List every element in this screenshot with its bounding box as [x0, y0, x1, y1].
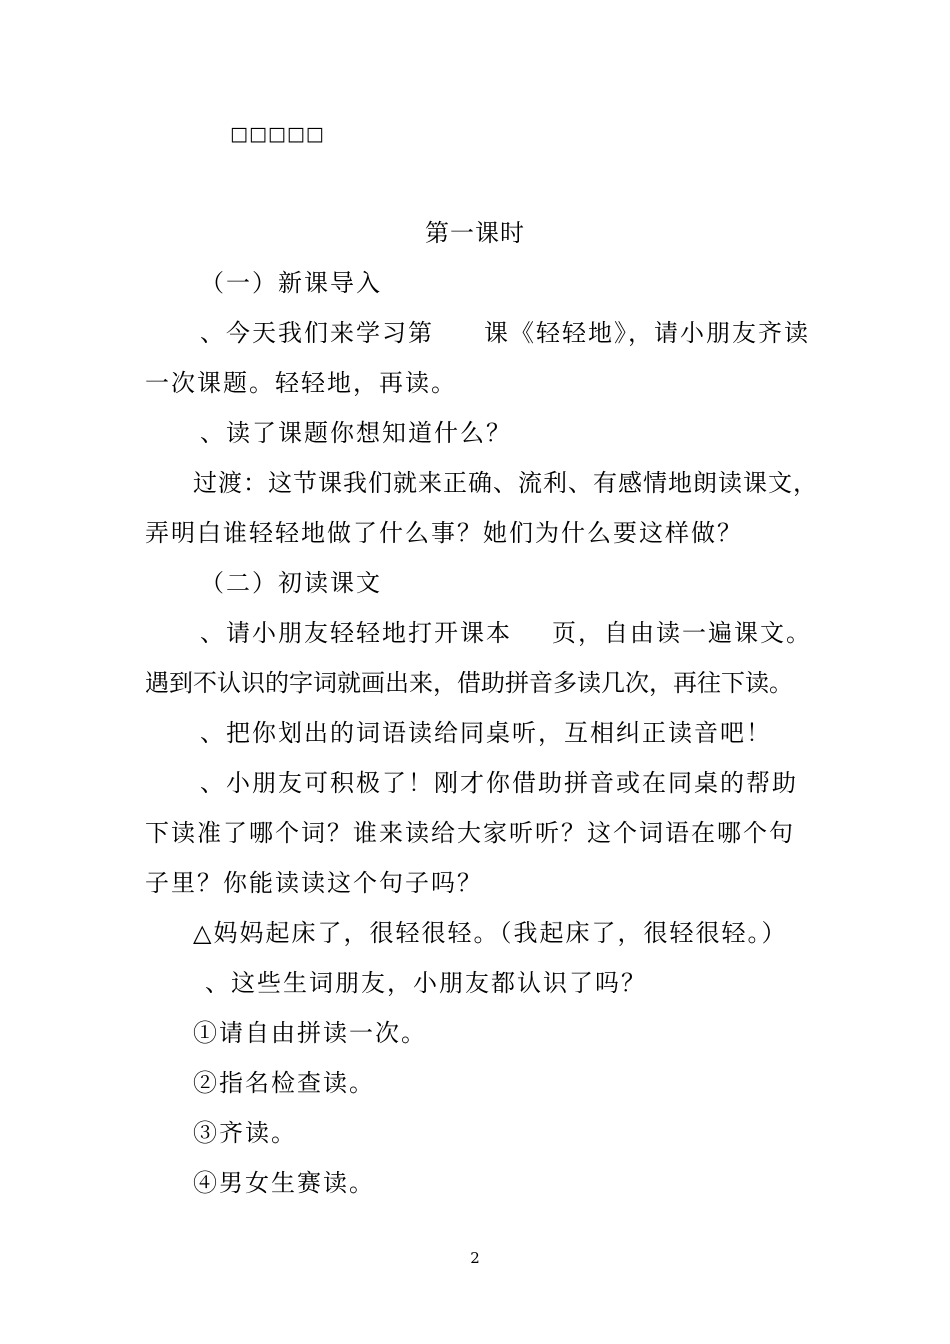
section-heading-2: （二）初读课文	[200, 569, 382, 597]
paragraph-line: 下读准了哪个词？谁来读给大家听听？这个词语在哪个句	[145, 819, 795, 847]
paragraph-text: 页，自由读一遍课文。	[552, 619, 812, 647]
paragraph-line: 子里？你能读读这个句子吗？	[145, 869, 483, 897]
paragraph-line: 遇到不认识的字词就画出来，借助拼音多读几次，再往下读。	[145, 669, 793, 697]
paragraph-line: △妈妈起床了，很轻很轻。（我起床了，很轻很轻。）	[193, 919, 788, 947]
list-item: ②指名检查读。	[193, 1069, 375, 1097]
page-header: □□□□□	[230, 123, 325, 145]
paragraph-line: 弄明白谁轻轻地做了什么事？她们为什么要这样做？	[145, 519, 743, 547]
paragraph-line: 、把你划出的词语读给同桌听，互相纠正读音吧！	[200, 719, 772, 747]
paragraph-line: 、小朋友可积极了！刚才你借助拼音或在同桌的帮助	[200, 769, 798, 797]
paragraph-line	[200, 618, 812, 648]
paragraph-text: 、请小朋友轻轻地打开课本	[200, 619, 512, 647]
list-item: ①请自由拼读一次。	[193, 1019, 427, 1047]
paragraph-text: 、今天我们来学习第	[200, 319, 434, 347]
list-item: ③齐读。	[193, 1119, 297, 1147]
paragraph-text: 课《轻轻地》，请小朋友齐读	[484, 319, 810, 347]
paragraph-line: 过渡：这节课我们就来正确、流利、有感情地朗读课文，	[193, 469, 818, 497]
page-number: 2	[470, 1249, 480, 1267]
paragraph-line: 、这些生词朋友，小朋友都认识了吗？	[205, 969, 647, 997]
section-heading-1: （一）新课导入	[200, 269, 382, 297]
paragraph-line	[200, 318, 810, 348]
paragraph-line: 、读了课题你想知道什么？	[200, 419, 512, 447]
list-item: ④男女生赛读。	[193, 1169, 375, 1197]
page-title: 第一课时	[425, 219, 525, 247]
paragraph-line: 一次课题。轻轻地，再读。	[145, 369, 457, 397]
